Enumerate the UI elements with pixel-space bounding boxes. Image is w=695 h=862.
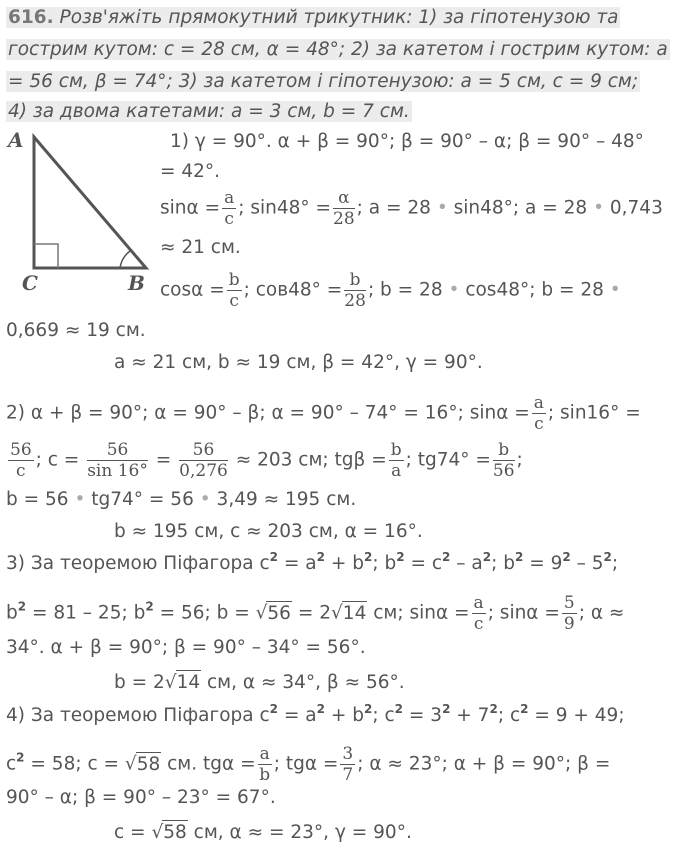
fraction-a-b: $\frac{a}{b}$ (259, 744, 271, 785)
fraction-a-c-3: $\frac{a}{c}$ (473, 593, 484, 634)
task-line-2 (6, 38, 670, 62)
part4-line-1: 4) За теоремою Піфагора $c^2 = a^2 + b^2$; $c^2 = 3^2 + 7^2$; $c^2 = 9 + 49$; (6, 702, 625, 726)
part1-answer: a ≈ 21 см, b ≈ 19 см, β = 42°, γ = 90°. (114, 352, 483, 373)
part1-line-3: sinα = $\frac{a}{c}$ ; sin48° = $\frac{\alpha}{28}$ ; a = 28 • sin48°; a = 28 • 0,743 (160, 188, 663, 229)
part4-line-3: 90° – α; β = 90° – 23° = 67°. (6, 787, 276, 808)
fraction-3-7: $\frac{3}{7}$ (342, 744, 354, 785)
triangle-shape (34, 137, 146, 268)
fraction-56-c: $\frac{56}{c}$ (10, 440, 32, 481)
part4-line-2: $c^2 = 58$; c = √58 см. tgα = $\frac{a}{b}$ ; tgα = $\frac{3}{7}$ ; α ≈ 23°; α + β = 90°; β = (6, 744, 611, 785)
part4-answer: c = √58 см, α ≈ = 23°, γ = 90°. (114, 822, 412, 843)
angle-b-arc (120, 251, 130, 268)
fraction-56-sin16: $\frac{56}{\sin 16^\circ}$ (87, 440, 148, 481)
part1-line-5: cosα = $\frac{b}{c}$ ; сов48° = $\frac{b}{28}$ ; b = 28 • cos48°; b = 28 • (160, 270, 621, 311)
fraction-a-c: $\frac{a}{c}$ (224, 188, 235, 229)
fraction-b-28: $\frac{b}{28}$ (344, 270, 366, 311)
vertex-b-label: B (128, 271, 145, 295)
task-line-1 (6, 6, 620, 30)
part3-line-3: 34°. α + β = 90°; β = 90° – 34° = 56°. (6, 637, 366, 658)
fraction-alpha-28: $\frac{\alpha}{28}$ (333, 188, 355, 229)
task-text-3: = 56 см, β = 74°; 3) за катетом і гіпотенузою: a = 5 см, c = 9 см; (8, 71, 639, 92)
task-text-4: 4) за двома катетами: a = 3 см, b = 7 см. (8, 101, 410, 122)
task-line-3 (6, 70, 640, 94)
part2-line-2: $\frac{56}{c}$ ; c = $\frac{56}{\sin 16^\circ}$ = $\frac{56}{0,276}$ ≈ 203 см; tgβ = $\frac{b}{a}$ ; tg74° = $\frac{b}{56}$ ; (10, 440, 523, 481)
task-text-2: гострим кутом: c = 28 см, α = 48°; 2) за катетом і гострим кутом: a (8, 39, 668, 60)
part1-line-1: 1) γ = 90°. α + β = 90°; β = 90° – α; β = 90° – 48° (170, 131, 644, 152)
part1-line-4: ≈ 21 см. (160, 237, 241, 258)
fraction-5-9: $\frac{5}{9}$ (563, 593, 575, 634)
vertex-a-label: A (8, 128, 24, 152)
part2-line-1: 2) α + β = 90°; α = 90° – β; α = 90° – 74° = 16°; sinα = $\frac{a}{c}$ ; sin16° = (6, 393, 641, 434)
part3-line-2: $b^2 = 81 - 25$; $b^2 = 56$; b = √56 = 2√14 см; sinα = $\frac{a}{c}$ ; sinα = $\frac{5}{9}$ ; α ≈ (6, 593, 625, 634)
part3-answer: b = 2√14 см, α ≈ 34°, β ≈ 56°. (114, 672, 405, 693)
part2-answer: b ≈ 195 см, c ≈ 203 см, α = 16°. (114, 521, 423, 542)
part1-line-6: 0,669 ≈ 19 см. (6, 320, 146, 341)
part2-line-3: b = 56 • tg74° = 56 • 3,49 ≈ 195 см. (6, 489, 357, 510)
task-number: 616. (8, 7, 54, 28)
part1-line-2: = 42°. (160, 161, 221, 182)
task-text-1: Розв'яжіть прямокутний трикутник: 1) за гіпотенузою та (59, 7, 619, 28)
part3-line-1: 3) За теоремою Піфагора $c^2 = a^2 + b^2$; $b^2 = c^2 - a^2$; $b^2 = 9^2 - 5^2$; (6, 550, 619, 574)
task-line-4 (6, 100, 412, 124)
fraction-a-c-2: $\frac{a}{c}$ (533, 393, 544, 434)
right-triangle-figure (0, 125, 160, 295)
fraction-b-56: $\frac{b}{56}$ (492, 440, 515, 481)
vertex-c-label: C (22, 271, 38, 295)
fraction-b-a: $\frac{b}{a}$ (390, 440, 402, 481)
right-angle-mark (34, 244, 58, 268)
fraction-56-0276: $\frac{56}{0,276}$ (179, 440, 228, 481)
fraction-b-c: $\frac{b}{c}$ (228, 270, 240, 311)
